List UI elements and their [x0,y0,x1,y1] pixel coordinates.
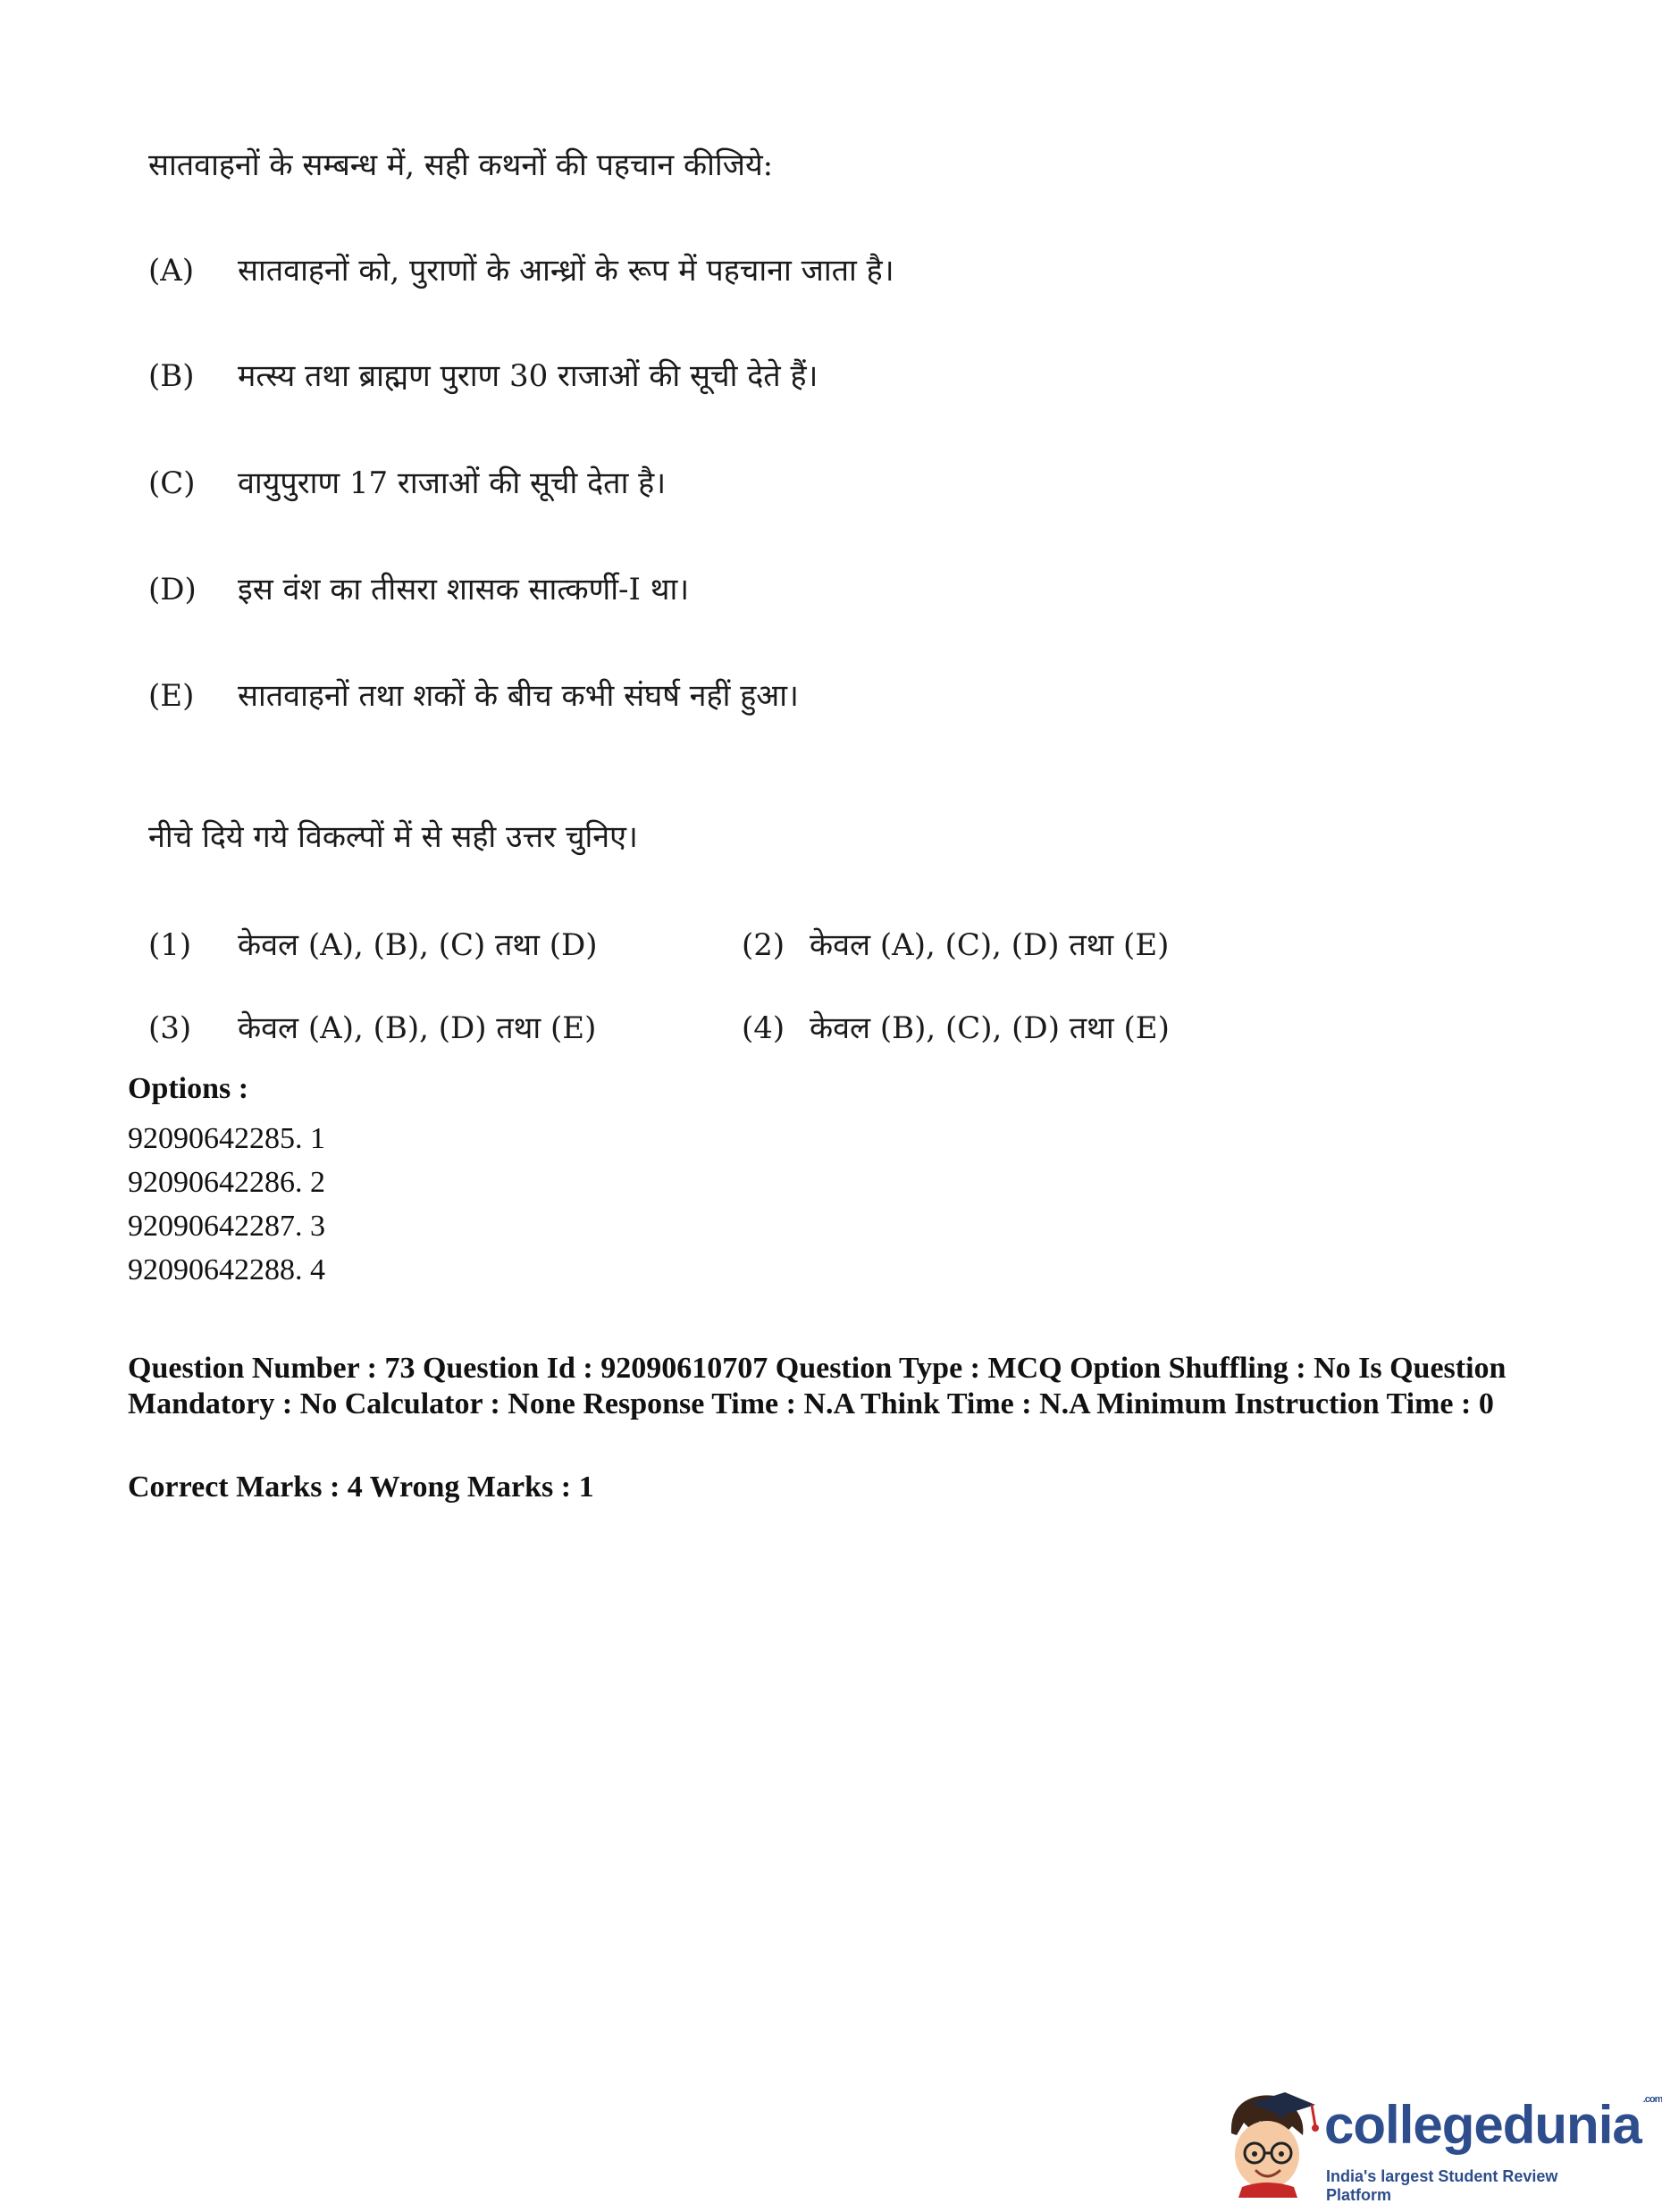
choice-number: (1) [148,927,192,963]
brand-tagline: India's largest Student Review Platform [1326,2167,1558,2204]
statement-label: (D) [148,572,197,607]
choice-4 [742,1006,1170,1047]
brand-name: collegedunia $^{.com}$ [1324,2094,1662,2155]
mascot-icon [1215,2082,1322,2198]
question-stem: सातवाहनों के सम्बन्ध में, सही कथनों की पहचान कीजिये: [148,147,774,183]
statement-text: सातवाहनों को, पुराणों के आन्ध्रों के रूप में पहचाना जाता है। [238,253,894,289]
collegedunia-logo [1215,2082,1662,2204]
choice-1 [148,923,598,964]
choice-number: (2) [742,927,785,963]
option-item: 92090642288. 4 [128,1253,325,1286]
choice-number: (3) [148,1010,192,1046]
question-metadata: Question Number : 73 Question Id : 92090610707 Question Type : MCQ Option Shuffling : No Is Question Mandatory : No Calculator : None Response Time : N.A Think Time : N.A Minimum Instruction Time : 0 [128,1352,1507,1420]
choice-number: (4) [742,1010,785,1046]
options-heading: Options : [128,1072,249,1105]
options-list [128,1117,325,1292]
statement-text: मत्स्य तथा ब्राह्मण पुराण 30 राजाओं की सूची देते हैं। [238,358,818,394]
statement-a [148,248,894,289]
choice-text: केवल (A), (B), (D) तथा (E) [238,1010,597,1046]
choice-text: केवल (B), (C), (D) तथा (E) [810,1010,1170,1046]
statement-c [148,461,666,502]
statement-text: वायुपुराण 17 राजाओं की सूची देता है। [238,465,667,501]
statement-e [148,674,799,715]
statement-label: (A) [148,253,195,289]
brand-suffix: .com [1642,2094,1662,2105]
option-item: 92090642285. 1 [128,1122,325,1155]
choice-text: केवल (A), (C), (D) तथा (E) [810,927,1170,963]
choice-text: केवल (A), (B), (C) तथा (D) [238,927,598,963]
statement-label: (B) [148,358,195,394]
statement-text: सातवाहनों तथा शकों के बीच कभी संघर्ष नहीं हुआ। [238,678,799,714]
option-item: 92090642286. 2 [128,1166,325,1199]
answer-prompt: नीचे दिये गये विकल्पों में से सही उत्तर चुनिए। [148,819,638,855]
choice-2 [742,923,1169,964]
marks-info: Correct Marks : 4 Wrong Marks : 1 [128,1470,594,1504]
option-item: 92090642287. 3 [128,1210,325,1243]
statement-text: इस वंश का तीसरा शासक सात्कर्णी-I था। [238,572,690,607]
statement-d [148,567,689,608]
statement-label: (C) [148,465,196,501]
choice-3 [148,1006,596,1047]
statement-b [148,354,818,395]
statement-label: (E) [148,678,195,714]
